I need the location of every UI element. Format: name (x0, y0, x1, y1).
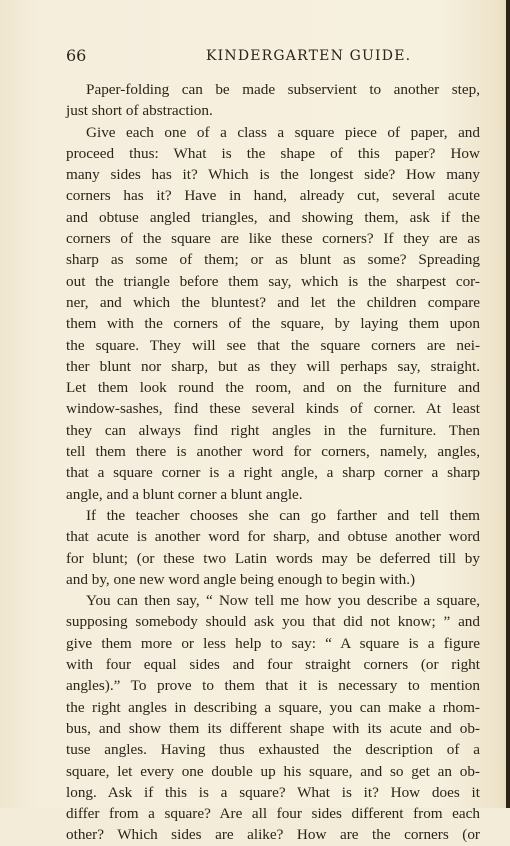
text-line: many sides has it? Which is the longest side? How many (66, 166, 480, 184)
text-line: corners has it? Have in hand, already cut, several acute (66, 187, 480, 205)
text-line: they can always find right angles in the furniture. Then (66, 421, 480, 439)
text-line: the square. They will see that the square corners are nei- (66, 336, 480, 354)
text-line: Paper-folding can be made subservient to another step, (86, 81, 480, 98)
running-head: KINDERGARTEN GUIDE. (206, 48, 412, 64)
page-number: 66 (66, 46, 87, 65)
text-line: proceed thus: What is the shape of this paper? How (66, 144, 480, 162)
text-line: just short of abstraction. (66, 102, 213, 120)
text-line: them with the corners of the square, by laying them upon (66, 315, 480, 333)
text-line: window-sashes, find these several kinds of corner. At least (66, 400, 480, 418)
text-line: ner, and which the bluntest? and let the children compare (66, 293, 480, 311)
text-line: Let them look round the room, and on the furniture and (66, 379, 480, 397)
text-line: angle, and a blunt corner a blunt angle. (66, 485, 303, 503)
text-line: that a square corner is a right angle, a sharp corner a sharp (66, 464, 480, 482)
text-line: for blunt; (or these two Latin words may be deferred till by (66, 549, 480, 567)
text-line: give them more or less help to say: “ A square is a figure (66, 634, 480, 652)
page-header (66, 46, 480, 66)
text-line: square, let every one double up his square, and so get an ob- (66, 762, 480, 780)
text-line: If the teacher chooses she can go farther and tell them (86, 506, 480, 524)
text-line: with four equal sides and four straight corners (or right (66, 656, 480, 674)
text-line: and obtuse angled triangles, and showing them, ask if the (66, 208, 480, 226)
text-line: differ from a square? Are all four sides different from each (66, 805, 480, 823)
text-line: tell them there is another word for corners, namely, angles, (66, 443, 480, 461)
text-line: that acute is another word for sharp, and obtuse another word (66, 528, 480, 546)
text-line: sharp as some of them; or as blunt as some? Spreading (66, 251, 480, 269)
text-line: and by, one new word angle being enough to begin with.) (66, 570, 416, 588)
text-line: Give each one of a class a square piece of paper, and (86, 123, 480, 141)
text-line: tuse angles. Having thus exhausted the description of a (66, 741, 480, 759)
text-line: bus, and show them its different shape with its acute and ob- (66, 719, 480, 737)
page-edge-shadow (506, 0, 510, 808)
text-line: other? Which sides are alike? How are the corners (or (66, 826, 480, 844)
text-line: long. Ask if this is a square? What is it? How does it (66, 783, 480, 801)
body-text (66, 79, 480, 846)
text-line: You can then say, “ Now tell me how you describe a square, (86, 592, 480, 610)
text-line: corners of the square are like these corners? If they are as (66, 230, 480, 248)
text-line: angles).” To prove to them that it is necessary to mention (66, 677, 480, 695)
text-line: ther blunt nor sharp, but as they will perhaps say, straight. (66, 357, 480, 375)
text-line: out the triangle before them say, which is the sharpest cor- (66, 272, 480, 290)
text-line: supposing somebody should ask you that did not know; ” and (66, 613, 480, 631)
text-line: the right angles in describing a square, you can make a rhom- (66, 698, 480, 716)
